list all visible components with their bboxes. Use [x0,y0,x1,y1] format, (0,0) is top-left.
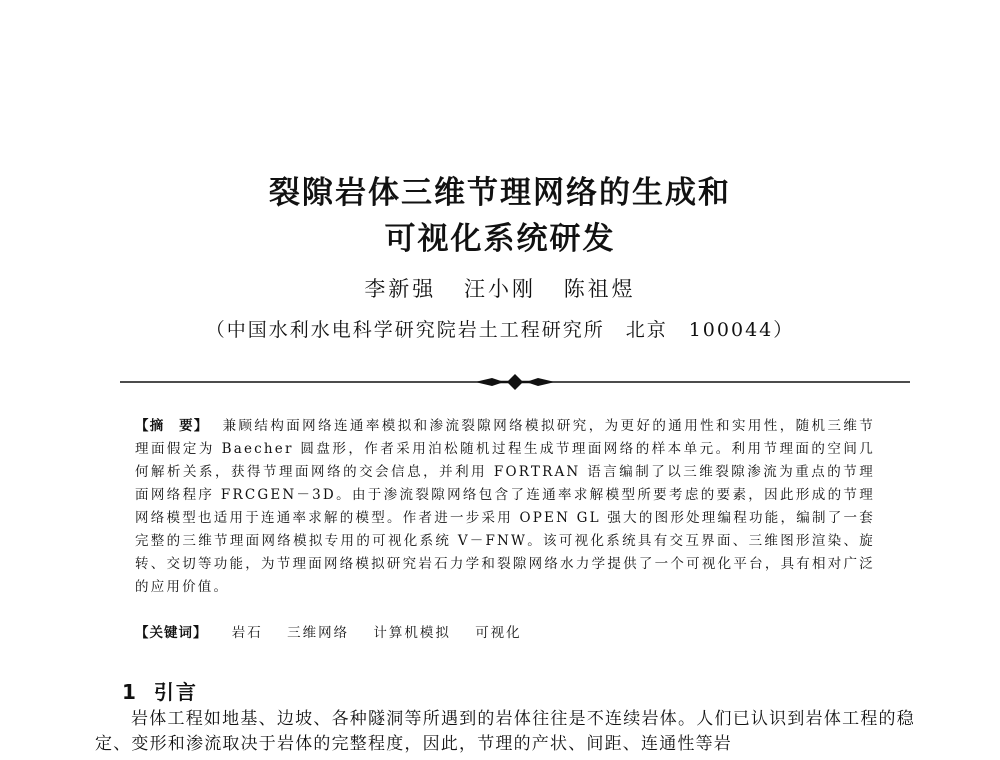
paper-title-line-1: 裂隙岩体三维节理网络的生成和 [269,175,731,211]
abstract-label: 【摘 要】 [135,418,209,434]
section-heading [122,676,198,705]
section-number: 1 [122,680,138,704]
keyword: 三维网络 [287,625,350,641]
section-title: 引言 [153,680,198,704]
keywords [135,622,875,644]
paper-title [0,170,1000,262]
ornamental-divider [120,371,910,393]
author-name: 汪小刚 [464,277,536,301]
author-list [0,273,1000,303]
abstract [135,415,875,599]
paper-title-line-2: 可视化系统研发 [384,221,616,257]
keywords-label: 【关键词】 [135,625,208,641]
author-name: 李新强 [364,277,437,301]
keyword: 可视化 [475,625,522,641]
keyword: 岩石 [231,625,263,641]
abstract-text: 兼顾结构面网络连通率模拟和渗流裂隙网络模拟研究，为更好的通用性和实用性，随机三维节理面假定为 Baecher 圆盘形，作者采用泊松随机过程生成节理面网络的样本单元。利用节理面的空间几何解析关系，获得节理面网络的交会信息，并利用 FORTRAN 语言编制了以三维裂隙渗流为重点的节理面网络程序 FRCGEN－3D。由于渗流裂隙网络包含了连通率求解模型所要考虑的要素，因此形成的节理网络模型也适用于连通率求解的模型。作者进一步采用 OPEN GL 强大的图形处理编程功能，编制了一套完整的三维节理面网络模拟专用的可视化系统 V－FNW。该可视化系统具有交互界面、三维图形渲染、旋转、交切等功能，为节理面网络模拟研究岩石力学和裂隙网络水力学提供了一个可视化平台，具有相对广泛的应用价值。 [135,418,876,595]
keyword: 计算机模拟 [373,625,451,641]
section-body-paragraph: 岩体工程如地基、边坡、各种隧洞等所遇到的岩体往往是不连续岩体。人们已认识到岩体工程的稳定、变形和渗流取决于岩体的完整程度，因此，节理的产状、间距、连通性等岩 [95,709,915,754]
author-name: 陈祖煜 [563,277,636,301]
author-affiliation: （中国水利水电科学研究院岩土工程研究所 北京 100044） [205,319,795,341]
